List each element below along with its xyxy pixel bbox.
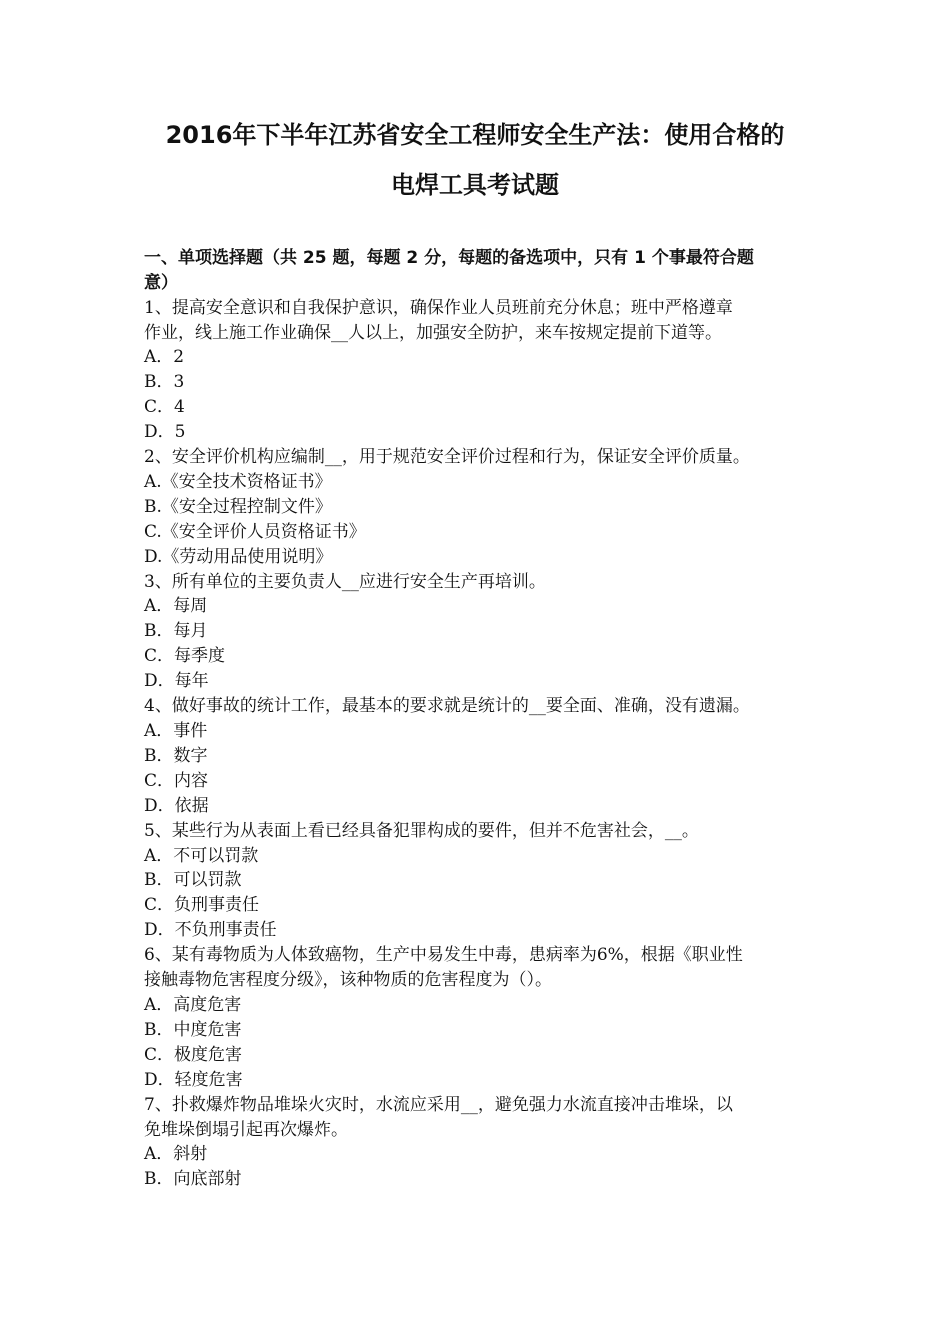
question-text-line: 2、安全评价机构应编制__，用于规范安全评价过程和行为，保证安全评价质量。 bbox=[144, 447, 750, 468]
answer-option: C．内容 bbox=[144, 770, 209, 791]
question-item bbox=[144, 296, 814, 445]
answer-option: A．每周 bbox=[144, 596, 208, 617]
answer-option: D．每年 bbox=[144, 671, 209, 692]
answer-option: D．轻度危害 bbox=[144, 1069, 243, 1090]
section-heading-line-1: 一、单项选择题（共 25 题，每题 2 分，每题的备选项中，只有 1 个事最符合题 bbox=[144, 248, 754, 268]
answer-option: C．负刑事责任 bbox=[144, 895, 260, 916]
question-text-line: 6、某有毒物质为人体致癌物，生产中易发生中毒，患病率为6%，根据《职业性 bbox=[144, 945, 743, 966]
answer-option: D．依据 bbox=[144, 795, 209, 816]
answer-option: A．2 bbox=[144, 347, 185, 368]
question-item bbox=[144, 445, 814, 570]
answer-option: C．极度危害 bbox=[144, 1044, 243, 1065]
answer-option: A．高度危害 bbox=[144, 994, 242, 1015]
answer-option: D.《劳动用品使用说明》 bbox=[144, 546, 333, 567]
question-item bbox=[144, 694, 814, 819]
question-text-line: 7、扑救爆炸物品堆垛火灾时，水流应采用__，避免强力水流直接冲击堆垛，以 bbox=[144, 1094, 733, 1115]
answer-option: A.《安全技术资格证书》 bbox=[144, 471, 332, 492]
section-heading-line-2: 意） bbox=[144, 272, 178, 293]
question-text-line: 5、某些行为从表面上看已经具备犯罪构成的要件，但并不危害社会，__。 bbox=[144, 820, 699, 841]
document-title-line-2: 电焊工具考试题 bbox=[391, 171, 559, 199]
answer-option: A．不可以罚款 bbox=[144, 845, 259, 866]
question-text-line: 接触毒物危害程度分级》，该种物质的危害程度为（）。 bbox=[144, 970, 552, 991]
answer-option: B．3 bbox=[144, 372, 185, 393]
question-text-line: 作业，线上施工作业确保__人以上，加强安全防护，来车按规定提前下道等。 bbox=[144, 322, 722, 343]
question-text-line: 4、做好事故的统计工作，最基本的要求就是统计的__要全面、准确，没有遗漏。 bbox=[144, 696, 750, 717]
answer-option: C.《安全评价人员资格证书》 bbox=[144, 521, 366, 542]
document-body bbox=[144, 246, 814, 1192]
question-text-line: 1、提高安全意识和自我保护意识，确保作业人员班前充分休息；班中严格遵章 bbox=[144, 297, 733, 318]
answer-option: B．每月 bbox=[144, 621, 208, 642]
answer-option: C．每季度 bbox=[144, 646, 226, 667]
answer-option: C．4 bbox=[144, 397, 185, 418]
answer-option: B．数字 bbox=[144, 745, 208, 766]
answer-option: A．斜射 bbox=[144, 1144, 208, 1165]
answer-option: D．5 bbox=[144, 422, 186, 443]
question-item bbox=[144, 570, 814, 695]
question-text-line: 3、所有单位的主要负责人__应进行安全生产再培训。 bbox=[144, 571, 546, 592]
question-item bbox=[144, 1093, 814, 1193]
answer-option: B．中度危害 bbox=[144, 1019, 242, 1040]
document-title-line-1: 2016年下半年江苏省安全工程师安全生产法：使用合格的 bbox=[165, 121, 785, 149]
question-list bbox=[144, 296, 814, 1193]
answer-option: B.《安全过程控制文件》 bbox=[144, 496, 332, 517]
answer-option: D．不负刑事责任 bbox=[144, 920, 277, 941]
question-text-line: 免堆垛倒塌引起再次爆炸。 bbox=[144, 1119, 348, 1140]
question-item bbox=[144, 943, 814, 1092]
answer-option: A．事件 bbox=[144, 721, 208, 741]
answer-option: B．向底部射 bbox=[144, 1169, 242, 1190]
answer-option: B．可以罚款 bbox=[144, 870, 242, 891]
question-item bbox=[144, 819, 814, 944]
